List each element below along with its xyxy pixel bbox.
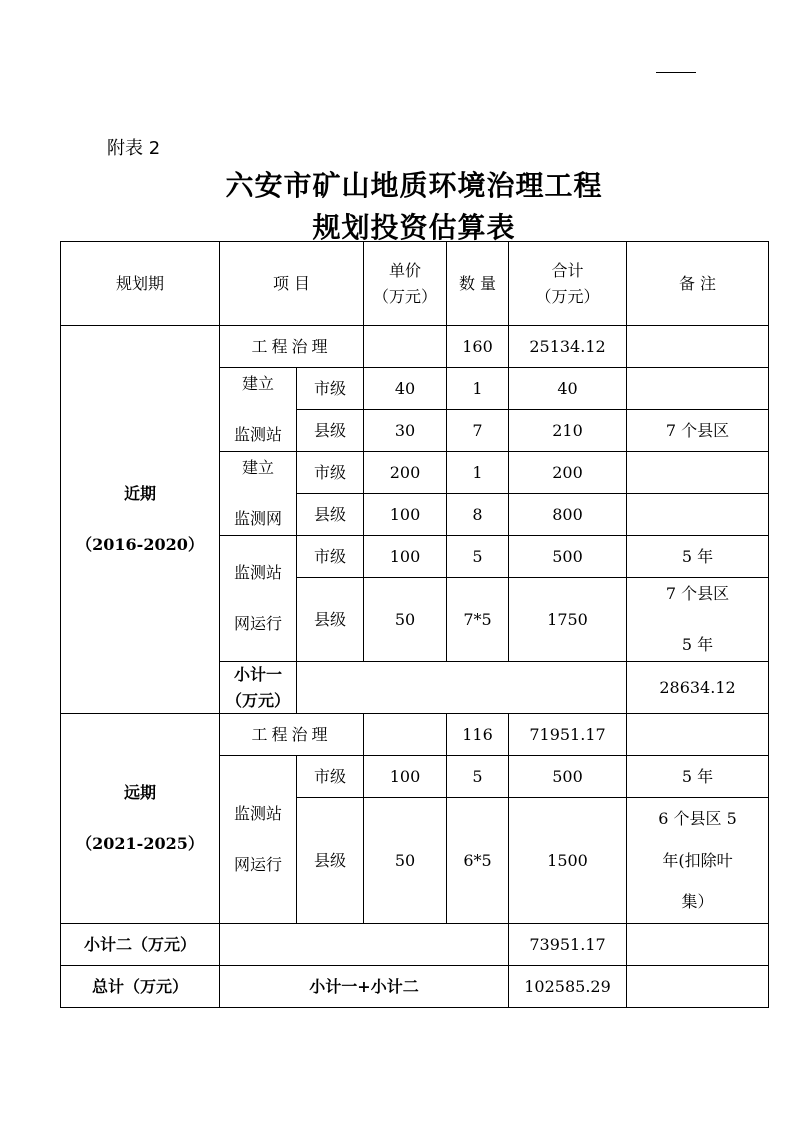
far-operation-city-level: 市级 xyxy=(297,756,364,798)
header-item: 项 目 xyxy=(220,242,364,326)
far-operation-county-note: 6 个县区 5 年(扣除叶 集） xyxy=(627,798,769,924)
near-station-county-level: 县级 xyxy=(297,410,364,452)
near-operation-city-price: 100 xyxy=(364,536,447,578)
near-engineering-price xyxy=(364,326,447,368)
near-engineering-quantity: 160 xyxy=(447,326,509,368)
table-row xyxy=(61,714,769,756)
near-operation-label: 监测站 网运行 xyxy=(220,536,297,662)
near-network-label: 建立 监测网 xyxy=(220,452,297,536)
subtotal-two-row xyxy=(61,924,769,966)
document-title-line2: 规划投资估算表 xyxy=(312,211,516,244)
header-total: 合计 （万元） xyxy=(509,242,627,326)
subtotal-one-label: 小计一（万元） xyxy=(220,662,297,714)
near-station-label: 建立 监测站 xyxy=(220,368,297,452)
subtotal-two-label: 小计二（万元） xyxy=(61,924,220,966)
header-period: 规划期 xyxy=(61,242,220,326)
annex-label: 附表 2 xyxy=(107,138,161,159)
near-network-county-total: 800 xyxy=(509,494,627,536)
near-engineering-note xyxy=(627,326,769,368)
far-operation-city-price: 100 xyxy=(364,756,447,798)
subtotal-two-total: 73951.17 xyxy=(509,924,627,966)
far-operation-city-note: 5 年 xyxy=(627,756,769,798)
subtotal-two-note xyxy=(627,924,769,966)
far-engineering-label: 工程治理 xyxy=(220,714,364,756)
near-network-city-quantity: 1 xyxy=(447,452,509,494)
near-network-county-quantity: 8 xyxy=(447,494,509,536)
near-operation-city-note: 5 年 xyxy=(627,536,769,578)
near-network-city-level: 市级 xyxy=(297,452,364,494)
near-station-city-level: 市级 xyxy=(297,368,364,410)
subtotal-two-blank xyxy=(220,924,509,966)
grand-total-label: 总计（万元） xyxy=(61,966,220,1008)
top-dash-mark xyxy=(656,72,696,73)
near-operation-county-level: 县级 xyxy=(297,578,364,662)
header-quantity: 数 量 xyxy=(447,242,509,326)
subtotal-one-blank xyxy=(297,662,627,714)
near-operation-county-total: 1750 xyxy=(509,578,627,662)
near-network-county-price: 100 xyxy=(364,494,447,536)
header-unit-price: 单价 （万元） xyxy=(364,242,447,326)
near-network-city-price: 200 xyxy=(364,452,447,494)
far-engineering-note xyxy=(627,714,769,756)
near-operation-county-price: 50 xyxy=(364,578,447,662)
near-station-county-quantity: 7 xyxy=(447,410,509,452)
far-operation-county-price: 50 xyxy=(364,798,447,924)
near-operation-city-quantity: 5 xyxy=(447,536,509,578)
near-network-city-note xyxy=(627,452,769,494)
near-operation-city-total: 500 xyxy=(509,536,627,578)
near-network-city-total: 200 xyxy=(509,452,627,494)
near-station-city-note xyxy=(627,368,769,410)
subtotal-one-total: 28634.12 xyxy=(627,662,769,714)
far-operation-city-total: 500 xyxy=(509,756,627,798)
near-engineering-total: 25134.12 xyxy=(509,326,627,368)
far-engineering-quantity: 116 xyxy=(447,714,509,756)
far-operation-county-quantity: 6*5 xyxy=(447,798,509,924)
near-operation-county-quantity: 7*5 xyxy=(447,578,509,662)
near-station-city-total: 40 xyxy=(509,368,627,410)
far-engineering-total: 71951.17 xyxy=(509,714,627,756)
near-network-county-level: 县级 xyxy=(297,494,364,536)
far-operation-label: 监测站 网运行 xyxy=(220,756,297,924)
near-station-city-price: 40 xyxy=(364,368,447,410)
grand-total-row xyxy=(61,966,769,1008)
budget-table xyxy=(60,241,769,1008)
table-row xyxy=(61,326,769,368)
grand-total-value: 102585.29 xyxy=(509,966,627,1008)
near-network-county-note xyxy=(627,494,769,536)
header-row xyxy=(61,242,769,326)
near-operation-county-note: 7 个县区 5 年 xyxy=(627,578,769,662)
far-operation-city-quantity: 5 xyxy=(447,756,509,798)
near-station-city-quantity: 1 xyxy=(447,368,509,410)
near-engineering-label: 工程治理 xyxy=(220,326,364,368)
near-station-county-note: 7 个县区 xyxy=(627,410,769,452)
far-period-cell: 远期 （2021-2025） xyxy=(61,714,220,924)
header-note: 备 注 xyxy=(627,242,769,326)
grand-total-formula: 小计一+小计二 xyxy=(220,966,509,1008)
near-station-county-price: 30 xyxy=(364,410,447,452)
near-station-county-total: 210 xyxy=(509,410,627,452)
far-operation-county-level: 县级 xyxy=(297,798,364,924)
near-period-cell: 近期 （2016-2020） xyxy=(61,326,220,714)
far-engineering-price xyxy=(364,714,447,756)
near-operation-city-level: 市级 xyxy=(297,536,364,578)
document-title-line1: 六安市矿山地质环境治理工程 xyxy=(225,169,603,202)
far-operation-county-total: 1500 xyxy=(509,798,627,924)
grand-total-note xyxy=(627,966,769,1008)
